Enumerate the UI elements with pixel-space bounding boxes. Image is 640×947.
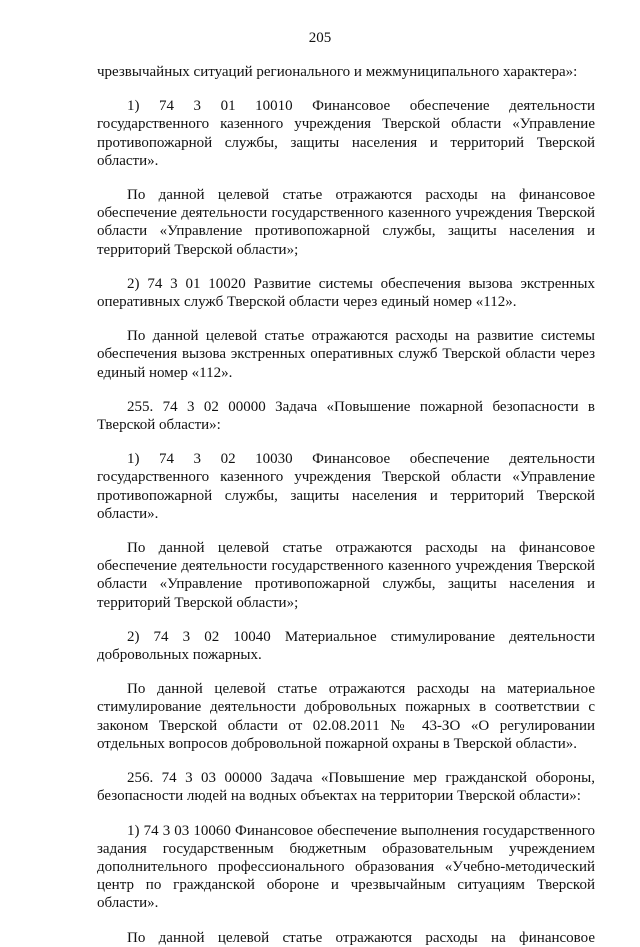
paragraph-1: 1) 74 3 01 10010 Финансовое обеспечение деятельности государственного казенного учреждения Тверской области «Управление противопожарной службы, защиты населения и территорий Тверской области». (97, 98, 595, 169)
paragraph-7: По данной целевой статье отражаются расходы на финансовое обеспечение деятельности государственного казенного учреждения Тверской области «Управление противопожарной службы, защиты населения и территорий Тверской области»; (97, 540, 595, 611)
paragraph-10: 256. 74 3 03 00000 Задача «Повышение мер гражданской обороны, безопасности людей на водных объектах на территории Тверской области»: (97, 770, 595, 805)
paragraph-3: 2) 74 3 01 10020 Развитие системы обеспечения вызова экстренных оперативных служб Тверской области через единый номер «112». (97, 275, 595, 311)
paragraph-0: чрезвычайных ситуаций регионального и межмуниципального характера»: (97, 64, 578, 80)
paragraph-5: 255. 74 3 02 00000 Задача «Повышение пожарной безопасности в Тверской области»: (97, 398, 595, 434)
paragraph-11: 1) 74 3 03 10060 Финансовое обеспечение выполнения государственного задания государственным бюджетным образовательным учреждением дополнительного профессионального образования «Учебно-методический центр по гражданской обороне и чрезвычайным ситуациям Тверской области». (97, 822, 595, 912)
paragraph-6: 1) 74 3 02 10030 Финансовое обеспечение деятельности государственного казенного учреждения Тверской области «Управление противопожарной службы, защиты населения и территорий Тверской области». (97, 451, 595, 522)
page-number: 205 (308, 30, 332, 46)
paragraph-8: 2) 74 3 02 10040 Материальное стимулирование деятельности добровольных пожарных. (97, 628, 595, 664)
paragraph-2: По данной целевой статье отражаются расходы на финансовое обеспечение деятельности государственного казенного учреждения Тверской области «Управление противопожарной службы, защиты населения и территорий Тверской области»; (97, 187, 595, 258)
paragraph-9: По данной целевой статье отражаются расходы на материальное стимулирование деятельности добровольных пожарных в соответствии с законом Тверской области от 02.08.2011 № 43-ЗО «О регулировании отдельных вопросов добровольной пожарной охраны в Тверской области». (97, 681, 595, 752)
paragraph-12: По данной целевой статье отражаются расходы на финансовое (127, 929, 595, 946)
document-body (97, 63, 595, 947)
paragraph-4: По данной целевой статье отражаются расходы на развитие системы обеспечения вызова экстренных оперативных служб Тверской области через единый номер «112». (97, 328, 595, 381)
